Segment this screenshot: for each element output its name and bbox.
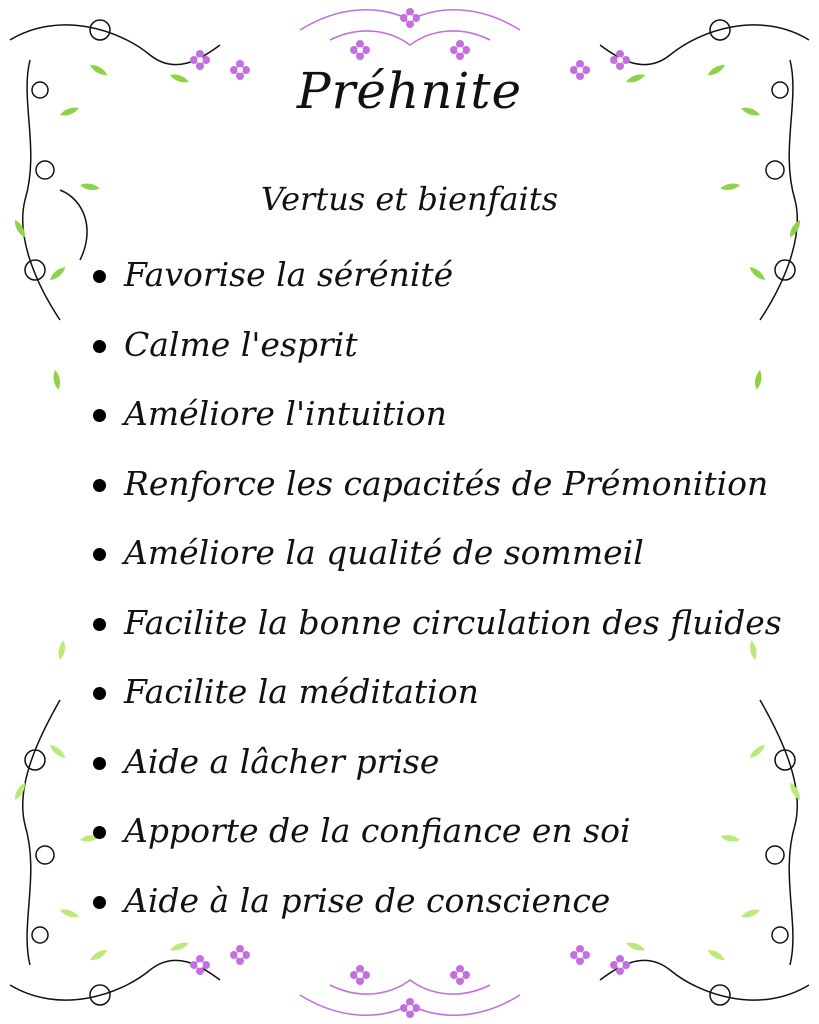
bullet-icon bbox=[93, 896, 106, 909]
list-item-label: Favorise la sérénité bbox=[124, 255, 454, 294]
bullet-icon bbox=[93, 479, 106, 492]
list-item-label: Facilite la bonne circulation des fluides bbox=[124, 602, 782, 642]
page-subtitle: Vertus et bienfaits bbox=[260, 180, 559, 218]
page-title: Préhnite bbox=[296, 62, 523, 120]
list-item bbox=[90, 387, 782, 457]
list-item-label: Renforce les capacités de Prémonition bbox=[124, 463, 769, 503]
bullet-icon bbox=[93, 409, 106, 422]
list-item-label: Améliore l'intuition bbox=[124, 394, 447, 433]
list-item bbox=[90, 318, 782, 388]
list-item bbox=[90, 596, 782, 666]
list-item bbox=[90, 804, 782, 874]
list-item bbox=[90, 248, 782, 318]
list-item bbox=[90, 735, 782, 805]
bullet-icon bbox=[93, 687, 106, 700]
list-item bbox=[90, 874, 782, 944]
list-item-label: Aide a lâcher prise bbox=[124, 741, 440, 781]
bullet-icon bbox=[93, 757, 106, 770]
list-item bbox=[90, 665, 782, 735]
bullet-icon bbox=[93, 618, 106, 631]
list-item-label: Facilite la méditation bbox=[124, 672, 479, 711]
bullet-icon bbox=[93, 826, 106, 839]
list-item-label: Apporte de la confiance en soi bbox=[124, 811, 631, 850]
bullet-icon bbox=[93, 340, 106, 353]
bullet-icon bbox=[93, 270, 106, 283]
bullet-icon bbox=[93, 548, 106, 561]
list-item-label: Améliore la qualité de sommeil bbox=[124, 533, 644, 572]
list-item bbox=[90, 457, 782, 527]
list-item-label: Aide à la prise de conscience bbox=[124, 880, 611, 920]
benefits-list bbox=[90, 248, 782, 943]
list-item bbox=[90, 526, 782, 596]
list-item-label: Calme l'esprit bbox=[124, 324, 358, 364]
